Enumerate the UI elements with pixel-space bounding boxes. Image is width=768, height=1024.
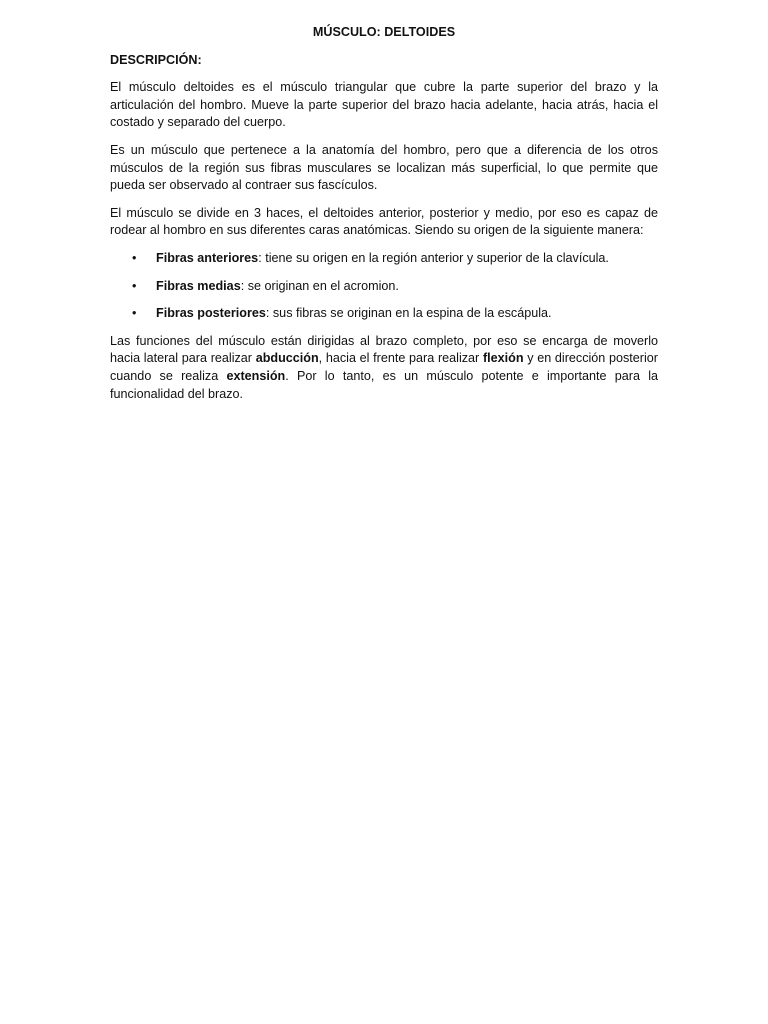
document-title: MÚSCULO: DELTOIDES xyxy=(312,25,456,39)
list-item-term: Fibras medias xyxy=(156,278,241,293)
paragraph-4-part-3: y en dirección posterior cuando se realiza xyxy=(110,351,659,383)
paragraph-3: El músculo se divide en 3 haces, el deltoides anterior, posterior y medio, por eso es capaz de rodear al hombro en sus diferentes caras anatómicas. Siendo su origen de la siguiente manera: xyxy=(110,205,658,238)
paragraph-4-part-1: Las funciones del músculo están dirigidas al brazo completo, por eso se encarga de moverlo hacia lateral para realizar xyxy=(110,333,658,366)
paragraph-4 xyxy=(110,333,658,403)
term-abduccion: abducción xyxy=(255,351,319,366)
bullet-icon: • xyxy=(132,250,137,265)
term-extension: extensión xyxy=(226,368,286,383)
paragraph-4-part-2: , hacia el frente para realizar xyxy=(318,351,483,366)
list-item-term: Fibras posteriores xyxy=(156,306,266,321)
list-item-text: : se originan en el acromion. xyxy=(240,278,399,293)
paragraph-2: Es un músculo que pertenece a la anatomía del hombro, pero que a diferencia de los otros músculos de la región sus fibras musculares se localizan más superficial, lo que permite que pueda ser observado al contraer sus fascículos. xyxy=(110,142,658,193)
paragraph-1: El músculo deltoides es el músculo triangular que cubre la parte superior del brazo y la articulación del hombro. Mueve la parte superior del brazo hacia adelante, hacia atrás, hacia el costado y separado del cuerpo. xyxy=(110,80,658,130)
paragraph-4-part-4: . Por lo tanto, es un músculo potente e importante para la funcionalidad del brazo. xyxy=(110,368,658,401)
fiber-list xyxy=(110,250,658,323)
bullet-icon: • xyxy=(132,306,137,321)
list-item xyxy=(110,250,658,268)
list-item-text: : tiene su origen en la región anterior y superior de la clavícula. xyxy=(258,250,609,265)
bullet-icon: • xyxy=(132,278,137,293)
list-item xyxy=(110,305,658,323)
list-item-text: : sus fibras se originan en la espina de la escápula. xyxy=(265,306,552,321)
term-flexion: flexión xyxy=(482,351,524,366)
section-heading: DESCRIPCIÓN: xyxy=(110,52,202,67)
list-item-term: Fibras anteriores xyxy=(156,250,259,265)
list-item xyxy=(110,278,658,296)
